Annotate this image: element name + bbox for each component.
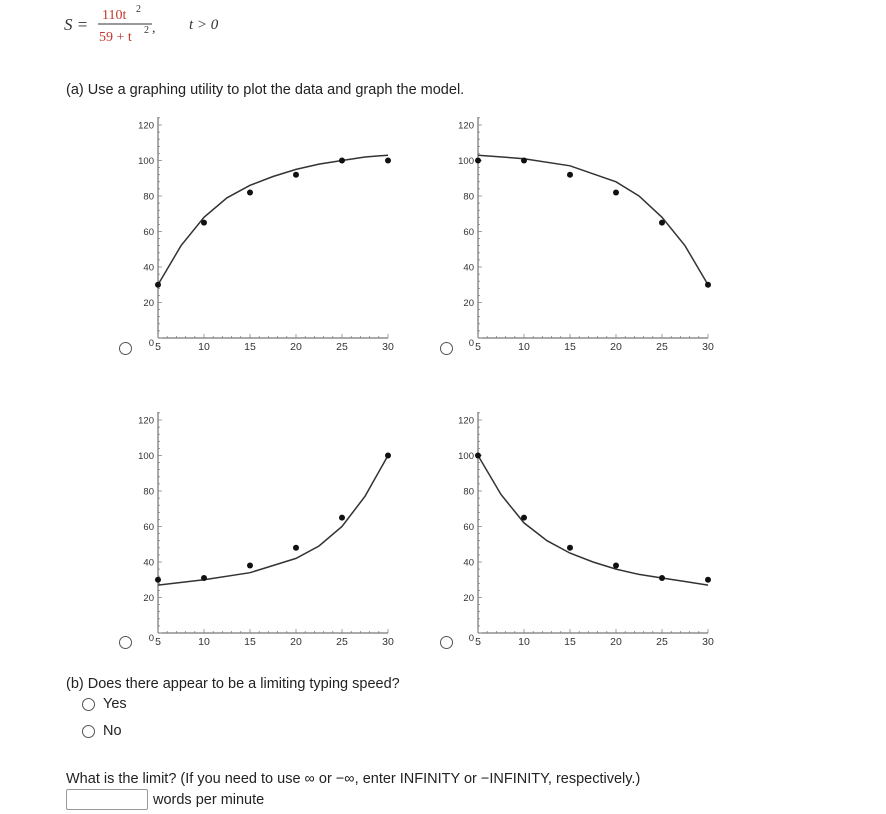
radio-no[interactable] (82, 725, 95, 738)
part-b-prompt: (b) Does there appear to be a limiting typing speed? (66, 676, 400, 692)
y-tick-label: 80 (143, 191, 154, 203)
radio-chart-2[interactable] (440, 342, 453, 355)
y-tick-label: 40 (143, 557, 154, 569)
limit-unit: words per minute (153, 791, 265, 808)
limit-question: What is the limit? (If you need to use ∞ or −∞, enter INFINITY or −INFINITY, respectively.) (66, 771, 641, 787)
radio-chart-4[interactable] (440, 636, 453, 649)
formula-denominator: 59 + t (99, 30, 132, 45)
model-curve (478, 456, 708, 586)
y-tick-label: 20 (463, 593, 474, 604)
model-curve (158, 456, 388, 586)
y-tick-label: 20 (463, 298, 474, 309)
y-tick-label: 60 (463, 522, 474, 533)
data-point (475, 158, 481, 164)
radio-yes[interactable] (82, 698, 95, 711)
data-point (201, 220, 207, 226)
x-tick-label: 10 (198, 341, 210, 353)
y-tick-label: 100 (138, 156, 154, 167)
y-tick-label: 0 (468, 338, 474, 349)
y-tick-label: 80 (463, 486, 474, 498)
model-formula (64, 2, 304, 46)
part-a-prompt: (a) Use a graphing utility to plot the data and graph the model. (66, 82, 465, 98)
x-tick-label: 25 (336, 636, 348, 648)
y-tick-label: 40 (463, 557, 474, 569)
x-tick-label: 30 (702, 636, 714, 648)
y-tick-label: 80 (143, 486, 154, 498)
x-tick-label: 15 (244, 636, 256, 648)
chart-1-svg (120, 110, 420, 360)
x-tick-label: 20 (290, 636, 302, 648)
data-point (705, 282, 711, 288)
x-tick-label: 10 (518, 341, 530, 353)
model-curve (478, 155, 708, 285)
x-tick-label: 10 (518, 636, 530, 648)
data-point (247, 563, 253, 569)
y-tick-label: 60 (143, 227, 154, 238)
x-tick-label: 20 (610, 341, 622, 353)
chart-4-svg (440, 405, 740, 655)
data-point (705, 577, 711, 583)
chart-3-svg (120, 405, 420, 655)
data-point (155, 282, 161, 288)
x-tick-label: 5 (475, 636, 481, 648)
model-curve (158, 155, 388, 285)
y-tick-label: 100 (458, 156, 474, 167)
option-no[interactable] (82, 723, 122, 739)
option-no-label: No (103, 723, 122, 739)
chart-option-1 (120, 110, 420, 365)
formula-lhs: S = (64, 15, 89, 34)
data-point (339, 515, 345, 521)
y-tick-label: 0 (148, 338, 154, 349)
y-tick-label: 100 (138, 451, 154, 462)
chart-option-4 (440, 405, 740, 660)
x-tick-label: 5 (155, 341, 161, 353)
data-point (613, 189, 619, 195)
x-tick-label: 20 (610, 636, 622, 648)
radio-chart-1[interactable] (119, 342, 132, 355)
x-tick-label: 25 (336, 341, 348, 353)
formula-numerator-exponent: 2 (136, 4, 141, 15)
radio-chart-3[interactable] (119, 636, 132, 649)
data-point (293, 172, 299, 178)
x-tick-label: 5 (155, 636, 161, 648)
data-point (339, 158, 345, 164)
data-point (659, 220, 665, 226)
y-tick-label: 100 (458, 451, 474, 462)
data-point (613, 563, 619, 569)
data-point (475, 453, 481, 459)
x-tick-label: 20 (290, 341, 302, 353)
option-yes[interactable] (82, 696, 127, 712)
formula-numerator: 110t (102, 8, 127, 23)
y-tick-label: 0 (468, 633, 474, 644)
y-tick-label: 120 (458, 415, 474, 427)
y-tick-label: 60 (463, 227, 474, 238)
chart-2-svg (440, 110, 740, 360)
data-point (567, 172, 573, 178)
data-point (659, 575, 665, 581)
y-tick-label: 40 (463, 262, 474, 274)
formula-denominator-exponent: 2 (144, 25, 149, 36)
data-point (247, 189, 253, 195)
x-tick-label: 30 (382, 341, 394, 353)
option-yes-label: Yes (103, 696, 127, 712)
y-tick-label: 120 (138, 120, 154, 132)
chart-option-2 (440, 110, 740, 365)
limit-input[interactable] (66, 789, 148, 810)
x-tick-label: 25 (656, 636, 668, 648)
y-tick-label: 0 (148, 633, 154, 644)
x-tick-label: 5 (475, 341, 481, 353)
x-tick-label: 15 (564, 636, 576, 648)
y-tick-label: 120 (138, 415, 154, 427)
x-tick-label: 30 (382, 636, 394, 648)
formula-condition: t > 0 (189, 17, 219, 33)
data-point (385, 158, 391, 164)
data-point (567, 545, 573, 551)
y-tick-label: 80 (463, 191, 474, 203)
data-point (521, 515, 527, 521)
chart-option-3 (120, 405, 420, 660)
data-point (521, 158, 527, 164)
y-tick-label: 20 (143, 298, 154, 309)
x-tick-label: 15 (564, 341, 576, 353)
x-tick-label: 30 (702, 341, 714, 353)
x-tick-label: 10 (198, 636, 210, 648)
y-tick-label: 60 (143, 522, 154, 533)
x-tick-label: 15 (244, 341, 256, 353)
limit-answer-row (66, 789, 264, 810)
x-tick-label: 25 (656, 341, 668, 353)
y-tick-label: 120 (458, 120, 474, 132)
data-point (201, 575, 207, 581)
data-point (293, 545, 299, 551)
formula-comma: , (152, 21, 156, 36)
y-tick-label: 40 (143, 262, 154, 274)
data-point (155, 577, 161, 583)
y-tick-label: 20 (143, 593, 154, 604)
data-point (385, 453, 391, 459)
